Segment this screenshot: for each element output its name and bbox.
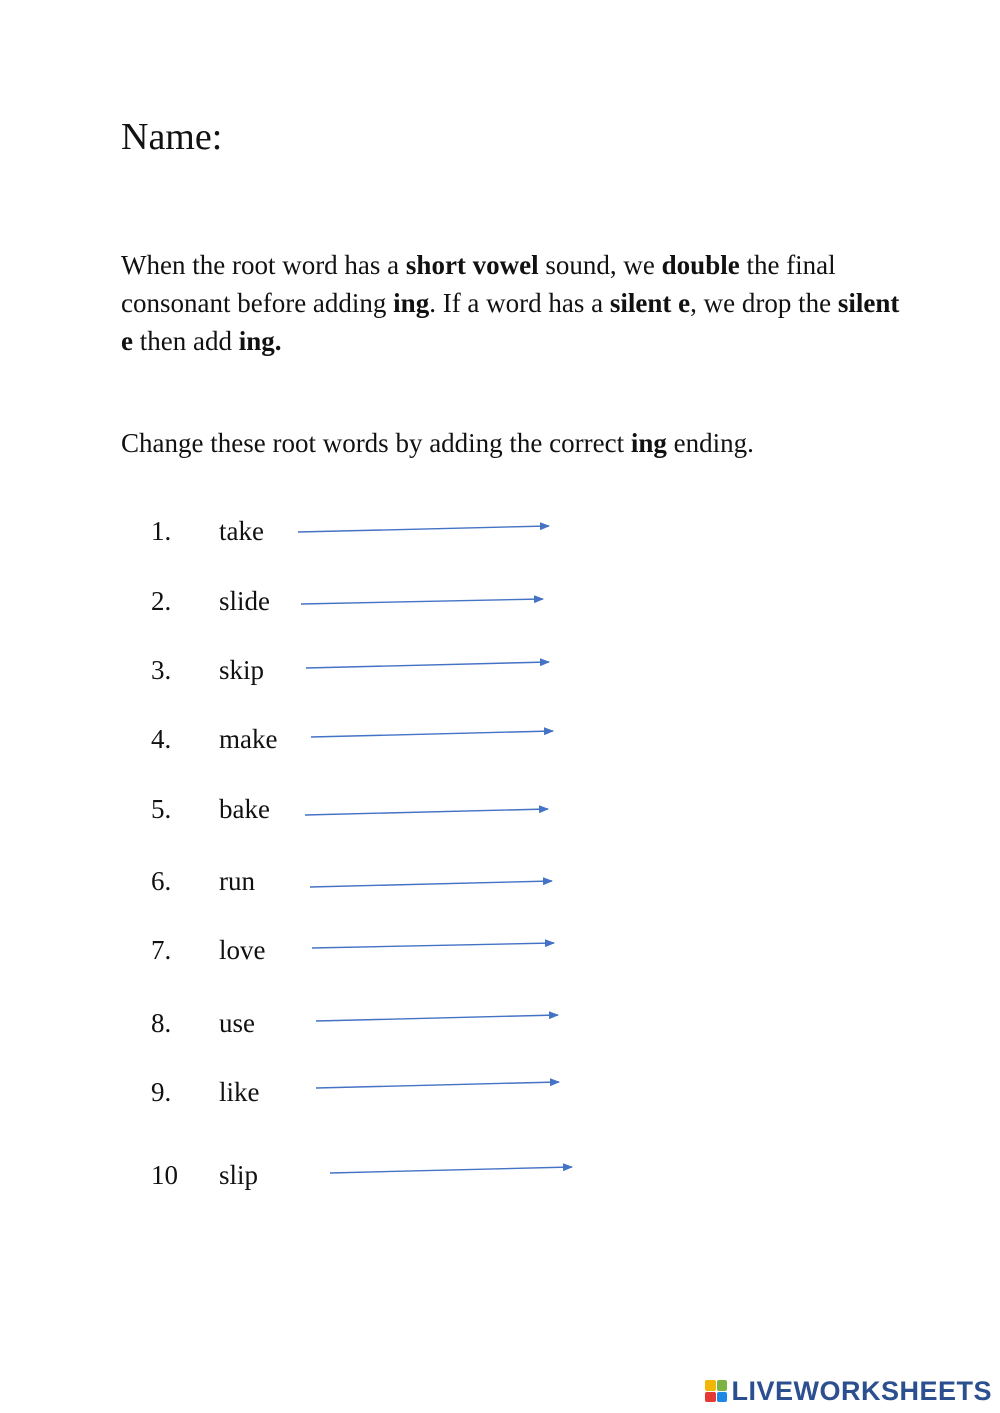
root-word: make xyxy=(219,724,278,754)
arrow-icon xyxy=(305,809,548,815)
exercise-item xyxy=(0,1003,1000,1043)
exercise-number: 4. xyxy=(151,724,172,754)
instruction-text xyxy=(121,424,754,462)
root-word: take xyxy=(219,516,264,546)
arrow-icon xyxy=(330,1167,572,1173)
arrow-icon xyxy=(310,881,552,887)
rule-bold-term: silent e xyxy=(609,288,691,318)
exercise-number: 8. xyxy=(151,1008,172,1038)
exercise-number: 6. xyxy=(151,866,172,896)
exercise-item xyxy=(0,789,1000,829)
logo-square xyxy=(717,1380,728,1391)
exercise-item xyxy=(0,511,1000,551)
rule-text: sound, we xyxy=(538,250,662,280)
rule-bold-term: ing xyxy=(393,288,430,318)
exercise-item xyxy=(0,930,1000,970)
arrow-icon xyxy=(311,731,553,737)
liveworksheets-logo-icon xyxy=(705,1380,727,1402)
rule-text: When the root word has a xyxy=(121,250,406,280)
arrow-icon xyxy=(301,599,543,604)
rule-text: , we drop the xyxy=(690,288,838,318)
root-word: slide xyxy=(219,586,270,616)
root-word: love xyxy=(219,935,266,965)
rule-text: the final consonant before adding xyxy=(121,250,836,318)
exercise-number: 5. xyxy=(151,794,172,824)
logo-square xyxy=(705,1392,716,1403)
root-word: use xyxy=(219,1008,255,1038)
exercise-number: 3. xyxy=(151,655,172,685)
exercise-number: 10 xyxy=(151,1160,178,1190)
instruction-bold: ing xyxy=(630,428,667,458)
exercise-item xyxy=(0,719,1000,759)
root-word: slip xyxy=(219,1160,259,1190)
exercise-number: 1. xyxy=(151,516,172,546)
brand-footer xyxy=(705,1375,992,1407)
root-word: skip xyxy=(219,655,265,685)
logo-square xyxy=(705,1380,716,1391)
logo-square xyxy=(717,1392,728,1403)
root-word: bake xyxy=(219,794,270,824)
exercise-number: 9. xyxy=(151,1077,172,1107)
exercise-number: 7. xyxy=(151,935,172,965)
exercise-item xyxy=(0,581,1000,621)
arrow-icon xyxy=(316,1015,558,1021)
rule-bold-term: double xyxy=(661,250,740,280)
rule-bold-term: silent e xyxy=(121,288,900,356)
arrow-icon xyxy=(312,943,554,948)
exercise-item xyxy=(0,650,1000,690)
rule-text: . If a word has a xyxy=(429,288,610,318)
arrow-icon xyxy=(298,526,549,532)
arrow-icon xyxy=(306,662,549,668)
rule-text: then add xyxy=(132,326,239,356)
brand-text: LIVEWORKSHEETS xyxy=(731,1375,992,1406)
instruction-after: ending. xyxy=(666,428,754,458)
name-label: Name: xyxy=(121,116,223,158)
exercise-item xyxy=(0,1155,1000,1195)
root-word: like xyxy=(219,1077,260,1107)
rule-bold-term: ing. xyxy=(238,326,282,356)
arrow-icon xyxy=(316,1082,559,1088)
exercise-item xyxy=(0,1072,1000,1112)
spelling-rule-paragraph xyxy=(121,246,911,360)
rule-bold-term: short vowel xyxy=(405,250,539,280)
root-word: run xyxy=(219,866,255,896)
instruction-before: Change these root words by adding the correct xyxy=(121,428,631,458)
exercise-item xyxy=(0,861,1000,901)
exercise-number: 2. xyxy=(151,586,172,616)
